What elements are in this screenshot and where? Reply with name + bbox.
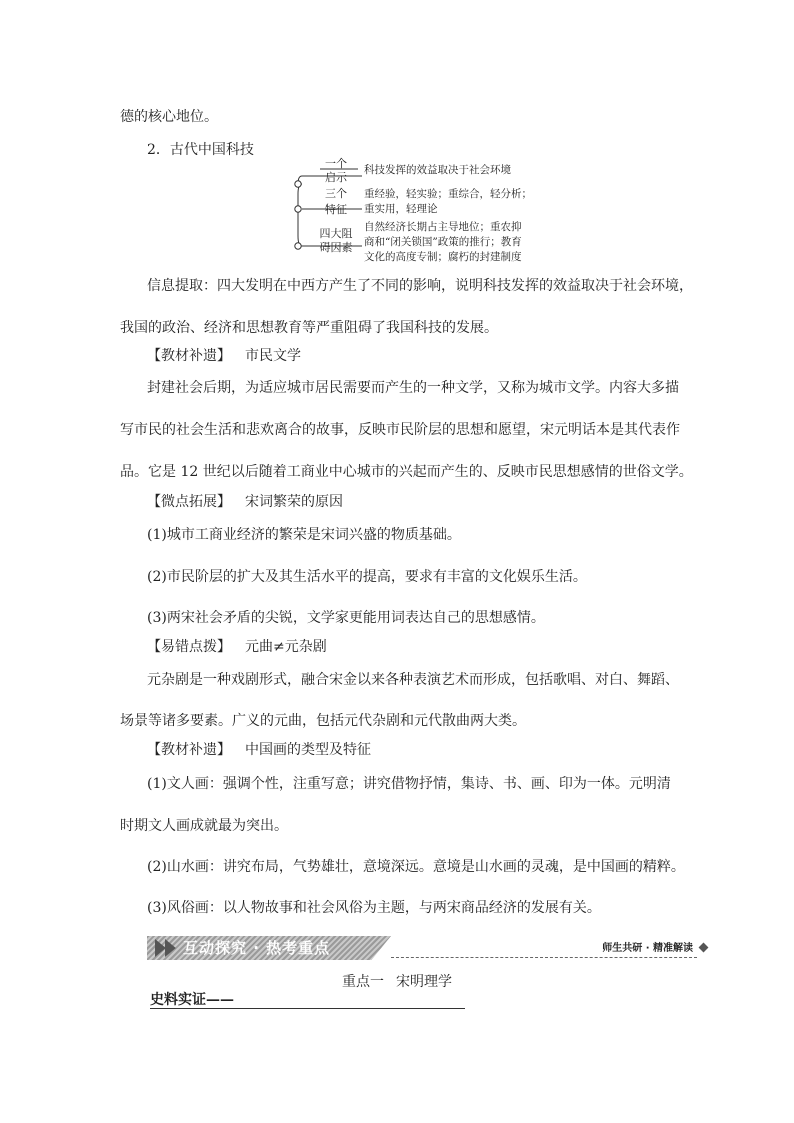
diagram-label-bottom: 特征 bbox=[325, 203, 347, 216]
tech-concept-diagram bbox=[292, 154, 552, 266]
list-item: (1)城市工商业经济的繁荣是宋词兴盛的物质基础。 bbox=[147, 527, 461, 543]
diagram-text: 自然经济长期占主导地位；重农抑 bbox=[364, 221, 522, 233]
paragraph-line: 场景等诸多要素。广义的元曲，包括元代杂剧和元代散曲两大类。 bbox=[120, 713, 526, 729]
diagram-label-top: 四大阻 bbox=[319, 227, 353, 240]
list-item: (3)两宋社会矛盾的尖锐，文学家更能用词表达自己的思想感情。 bbox=[147, 610, 545, 626]
diagram-text: 文化的高度专制；腐朽的封建制度 bbox=[364, 251, 522, 263]
block-heading bbox=[147, 346, 301, 366]
section-banner bbox=[147, 936, 709, 960]
key-point-title bbox=[0, 972, 794, 992]
section-heading-ancient-tech: 2．古代中国科技 bbox=[147, 142, 254, 158]
paragraph-line: 元杂剧是一种戏剧形式，融合宋金以来各种表演艺术而形成，包括歌唱、对白、舞蹈、 bbox=[147, 672, 679, 688]
block-heading bbox=[147, 740, 371, 760]
info-extract-line: 信息提取：四大发明在中西方产生了不同的影响，说明科技发挥的效益取决于社会环境， bbox=[147, 278, 693, 294]
block-tag: 【教材补遗】 bbox=[147, 742, 231, 758]
node-dot-3 bbox=[295, 243, 301, 249]
evidence-label: 史料实证—— bbox=[150, 992, 234, 1008]
block-heading bbox=[147, 637, 327, 657]
node-dot-2 bbox=[295, 206, 301, 212]
block-title: 宋词繁荣的原因 bbox=[245, 494, 343, 510]
block-title: 市民文学 bbox=[245, 348, 301, 364]
list-item: (3)风俗画：以人物故事和社会风俗为主题，与两宋商品经济的发展有关。 bbox=[147, 900, 601, 916]
banner-divider bbox=[391, 957, 697, 958]
node-dot-1 bbox=[295, 181, 301, 187]
block-title: 中国画的类型及特征 bbox=[245, 742, 371, 758]
block-heading bbox=[147, 492, 343, 512]
diagram-text: 重经验，轻实验；重综合，轻分析； bbox=[364, 188, 532, 200]
diagram-label-top: 一个 bbox=[325, 157, 347, 170]
diamond-icon bbox=[699, 943, 709, 953]
list-item: (2)市民阶层的扩大及其生活水平的提高，要求有丰富的文化娱乐生活。 bbox=[147, 569, 587, 585]
diagram-text: 商和“闭关锁国”政策的推行；教育 bbox=[364, 236, 522, 248]
block-tag: 【微点拓展】 bbox=[147, 494, 231, 510]
block-tag: 【易错点拨】 bbox=[147, 639, 231, 655]
block-tag: 【教材补遗】 bbox=[147, 348, 231, 364]
diagram-text: 科技发挥的效益取决于社会环境 bbox=[364, 164, 511, 176]
list-item-continuation: 时期文人画成就最为突出。 bbox=[120, 818, 288, 834]
banner-subtitle: 师生共研 · 精准解读 bbox=[602, 943, 693, 954]
key-point-label: 重点一 bbox=[342, 974, 384, 990]
continued-paragraph-line: 德的核心地位。 bbox=[120, 109, 218, 125]
diagram-label-bottom: 碍因素 bbox=[319, 241, 353, 254]
diagram-label-bottom: 启示 bbox=[325, 171, 347, 184]
evidence-underline bbox=[150, 1008, 465, 1009]
paragraph-line: 写市民的社会生活和悲欢离合的故事，反映市民阶层的思想和愿望，宋元明话本是其代表作 bbox=[120, 422, 680, 438]
diagram-text: 重实用，轻理论 bbox=[364, 203, 438, 215]
paragraph-line: 品。它是 12 世纪以后随着工商业中心城市的兴起而产生的、反映市民思想感情的世俗文学。 bbox=[120, 464, 693, 480]
paragraph-line: 封建社会后期，为适应城市居民需要而产生的一种文学，又称为城市文学。内容大多描 bbox=[147, 380, 679, 396]
info-extract-line: 我国的政治、经济和思想教育等严重阻碍了我国科技的发展。 bbox=[120, 320, 498, 336]
list-item: (2)山水画：讲究布局，气势雄壮，意境深远。意境是山水画的灵魂，是中国画的精粹。 bbox=[147, 859, 685, 875]
block-title: 元曲≠元杂剧 bbox=[245, 639, 327, 655]
diagram-label-top: 三个 bbox=[325, 187, 347, 200]
banner-title: 互动探究 · 热考重点 bbox=[183, 939, 331, 957]
key-point-topic: 宋明理学 bbox=[396, 974, 452, 990]
list-item: (1)文人画：强调个性，注重写意；讲究借物抒情，集诗、书、画、印为一体。元明清 bbox=[147, 776, 671, 792]
